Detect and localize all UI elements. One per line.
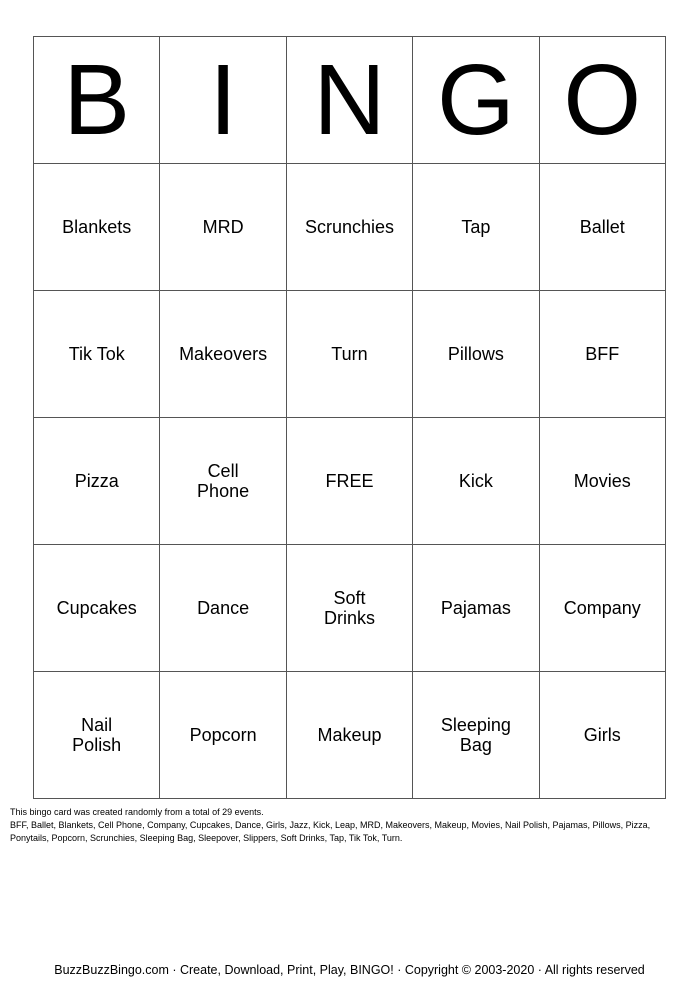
cell-text: Cupcakes [56,598,137,618]
bingo-cell [539,291,665,418]
cell-text: Cell Phone [197,461,250,501]
bingo-cell [34,291,160,418]
cell-text: Dance [197,598,250,618]
card-info [10,806,690,845]
cell-text: Ballet [579,217,625,237]
cell-text: MRD [202,217,244,237]
cell-text: Pillows [447,344,504,364]
bingo-cell [286,545,412,672]
cell-text: Pajamas [440,598,511,618]
cell-text: Sleeping Bag [440,715,511,755]
bingo-cell [160,164,286,291]
header-letter: I [209,44,237,156]
cell-text: Nail Polish [72,715,122,755]
bingo-cell [34,418,160,545]
cell-text: Scrunchies [304,217,394,237]
bingo-row [34,291,666,418]
cell-text: BFF [585,344,620,364]
bingo-row [34,545,666,672]
bingo-cell [413,418,539,545]
bingo-card [33,36,666,799]
cell-text: Movies [573,471,631,491]
cell-text: Company [563,598,641,618]
bingo-row [34,672,666,799]
cell-text: Makeup [317,725,382,745]
bingo-cell [539,672,665,799]
header-letter-o [539,37,665,164]
header-letter: O [563,44,642,156]
footer-text: BuzzBuzzBingo.com · Create, Download, Print, Play, BINGO! · Copyright © 2003-2020 · All rights reserved [54,963,645,977]
header-letter-i [160,37,286,164]
info-summary: This bingo card was created randomly from a total of 29 events. [10,807,264,817]
cell-text: Turn [331,344,368,364]
bingo-cell [160,418,286,545]
bingo-row [34,418,666,545]
bingo-cell [413,164,539,291]
header-letter: N [313,44,386,156]
bingo-cell [413,672,539,799]
cell-text: Girls [583,725,621,745]
bingo-cell [160,291,286,418]
cell-text: Pizza [74,471,119,491]
bingo-cell [34,545,160,672]
bingo-cell [34,164,160,291]
header-letter-b [34,37,160,164]
header-letter-n [286,37,412,164]
cell-text: Tik Tok [68,344,125,364]
cell-text: Blankets [62,217,132,237]
bingo-cell [413,545,539,672]
bingo-row [34,164,666,291]
cell-text: Popcorn [189,725,257,745]
free-space-cell [286,418,412,545]
bingo-cell [160,672,286,799]
bingo-cell [539,418,665,545]
bingo-cell [286,291,412,418]
info-events-list-continued: Ponytails, Popcorn, Scrunchies, Sleeping Bag, Sleepover, Slippers, Soft Drinks, Tap, Tik Tok, Turn. [10,833,403,843]
cell-text: Makeovers [179,344,268,364]
bingo-cell [160,545,286,672]
bingo-cell [539,164,665,291]
header-letter-g [413,37,539,164]
bingo-cell [413,291,539,418]
cell-text: Soft Drinks [323,588,375,628]
bingo-header-row [34,37,666,164]
bingo-cell [286,672,412,799]
cell-text: Kick [458,471,493,491]
header-letter: G [436,44,515,156]
bingo-cell [286,164,412,291]
cell-text: Tap [461,217,491,237]
bingo-cell [34,672,160,799]
info-events-list: BFF, Ballet, Blankets, Cell Phone, Company, Cupcakes, Dance, Girls, Jazz, Kick, Leap, MRD, Makeovers, Makeup, Movies, Nail Polish, Pajamas, Pillows, Pizza, [10,820,651,830]
cell-text: FREE [325,471,374,491]
header-letter: B [63,44,131,156]
bingo-cell [539,545,665,672]
